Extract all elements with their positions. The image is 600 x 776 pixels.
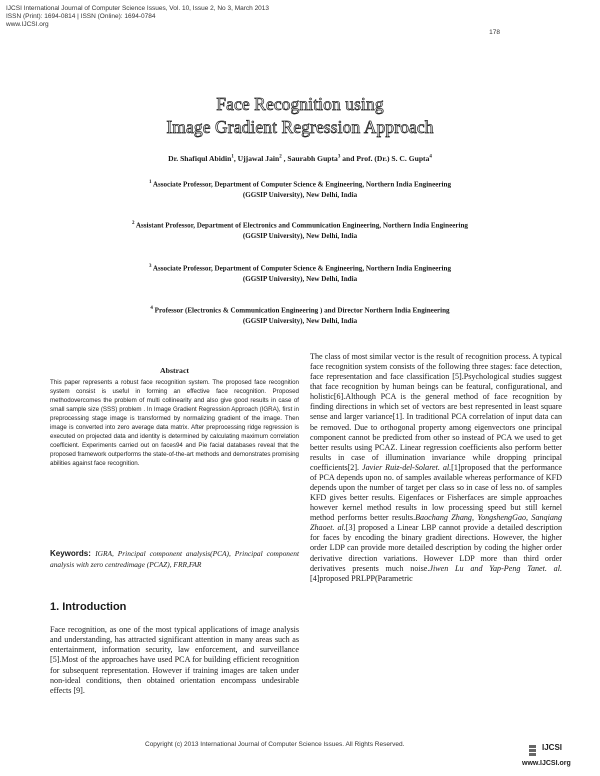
right-column-paragraph: The class of most similar vector is the result of recognition process. A typical face recognition system consists of the following three stages: face detection, face representation and face classification [5].Psychological studies suggest that face recognition by human beings can be featural, configurational, and holistic[6].Although PCA is the general method of face recognition by finding directions in which set of vectors are best represented in least square sense and larger variance[1]. In traditional PCA correlation of input data can be removed. Due to orthogonal property among eigenvectors one principal component cannot be predicted from other so instead of PCA we used to get better results using PCAZ. Linear regression coefficients also perform better results in case of illumination invariance while dropping principal coefficients[2]. Javier Ruiz-del-Solaret. al.[1]proposed that the performance of PCA depends upon no. of samples available whereas performance of KFD depends upon the number of target per class so in case of less no. of samples KFD gives better results. Eigenfaces or Fisherfaces are simple approaches however kernel method results in low processing speed but still kernel method performs better results.Baochang Zhang, YongshengGao, Sanqiang Zhaoet. al.[3] proposed a Linear LBP cannot provide a detailed description for faces by encoding the binary gradient directions. However, the higher order LDP can provide more detailed description by coding the higher order derivative direction variations. However LDP more than third order derivatives presents much noise.Jiwen Lu and Yap-Peng Tanet. al.[4]proposed PRLPP(Parametric bbox=[310, 352, 562, 583]
abstract-heading: Abstract bbox=[159, 366, 189, 375]
running-header bbox=[6, 5, 269, 29]
title-line-2: Image Gradient Regression Approach bbox=[166, 117, 434, 137]
author-name: , Saurabh Gupta bbox=[281, 154, 338, 163]
affiliation-2: $^2$ Assistant Professor, Department of Electronics and Communication Engineering, Northern India Engineering (GGSIP University), New Delhi, India bbox=[132, 221, 468, 241]
page-number: 178 bbox=[489, 29, 500, 36]
section-heading-introduction: 1. Introduction bbox=[50, 601, 127, 613]
logo-url: www.IJCSI.org bbox=[522, 760, 571, 767]
keywords-label: Keywords bbox=[50, 549, 89, 558]
issn-line: ISSN (Print): 1694-0814 | ISSN (Online): 1694-0784 bbox=[6, 13, 156, 20]
journal-website: www.IJCSI.org bbox=[6, 21, 49, 28]
keywords-value: IGRA, Principal component analysis(PCA), Principal component analysis with zero centredimage (PCAZ), FRR,FAR bbox=[50, 549, 300, 569]
introduction-paragraph: Face recognition, as one of the most typical applications of image analysis and understanding, has attracted significant attention in many areas such as entertainment, information security, law enforcement, and surveillance [5].Most of the approaches have used PCA for building efficient recognition for subsequent representation. However if training images are taken under non-ideal conditions, then obtained orientation encompass undesirable effects [9]. bbox=[50, 625, 299, 695]
copyright-footer: Copyright (c) 2013 International Journal of Computer Science Issues. All Rights Reserved. bbox=[145, 741, 405, 748]
logo-text: IJCSI bbox=[542, 743, 563, 752]
affiliation-1: $^1$ Associate Professor, Department of Computer Science & Engineering, Northern India Engineering (GGSIP University), New Delhi, India bbox=[148, 180, 452, 200]
affiliation-4: $^4$ Professor (Electronics & Communication Engineering ) and Director Northern India Engineering (GGSIP University), New Delhi, India bbox=[150, 306, 450, 326]
author-name: , Ujjawal Jain bbox=[233, 154, 280, 163]
affiliation-3: $^3$ Associate Professor, Department of Computer Science & Engineering, Northern India Engineering (GGSIP University), New Delhi, India bbox=[148, 264, 452, 284]
citation-author: Javier Ruiz-del-Solaret. al. bbox=[362, 462, 452, 472]
author-name: and Prof. (Dr.) S. C. Gupta bbox=[340, 154, 430, 163]
ijcsi-logo bbox=[522, 743, 572, 771]
author-name: Dr. Shafiqul Abidin bbox=[168, 154, 232, 163]
keywords: Keywords: IGRA, Principal component analysis(PCA), Principal component analysis with zero centredimage (PCAZ), FRR,FAR bbox=[50, 549, 300, 569]
journal-line: IJCSI International Journal of Computer Science Issues, Vol. 10, Issue 2, No 3, March 2013 bbox=[6, 5, 270, 12]
author-list: Dr. Shafiqul Abidin$^1$, Ujjawal Jain$^2$ , Saurabh Gupta$^3$ and Prof. (Dr.) S. C. Gupta$^4$ bbox=[168, 154, 432, 163]
title-line-1: Face Recognition using bbox=[216, 94, 384, 114]
abstract-body: This paper represents a robust face recognition system. The proposed face recognition system consist is useful in forming an effective face recognition. Proposed methodovercomes the problem of multi collinearity and also give good results in case of small sample size (SSS) problem . In Image Gradient Regression Approach (IGRA), first in preprocessing stage image is transformed by normalizing gradient of the image. Then image is converted into zero average data matrix. After preprocessing ridge regression is executed on projected data and identity is determined by calculating maximum correlation coefficient. Experiments carried out on faces94 and Pie facial databases reveal that the proposed framework outperforms the state-of-the-art methods and demonstrates promising abilities against face recognition. bbox=[50, 379, 299, 467]
paper-title bbox=[0, 93, 600, 139]
citation-author: Jiwen Lu and Yap-Peng Tanet. al. bbox=[429, 563, 562, 573]
citation-author: Baochang Zhang, YongshengGao, Sanqiang Zhaoet. al. bbox=[310, 513, 562, 533]
